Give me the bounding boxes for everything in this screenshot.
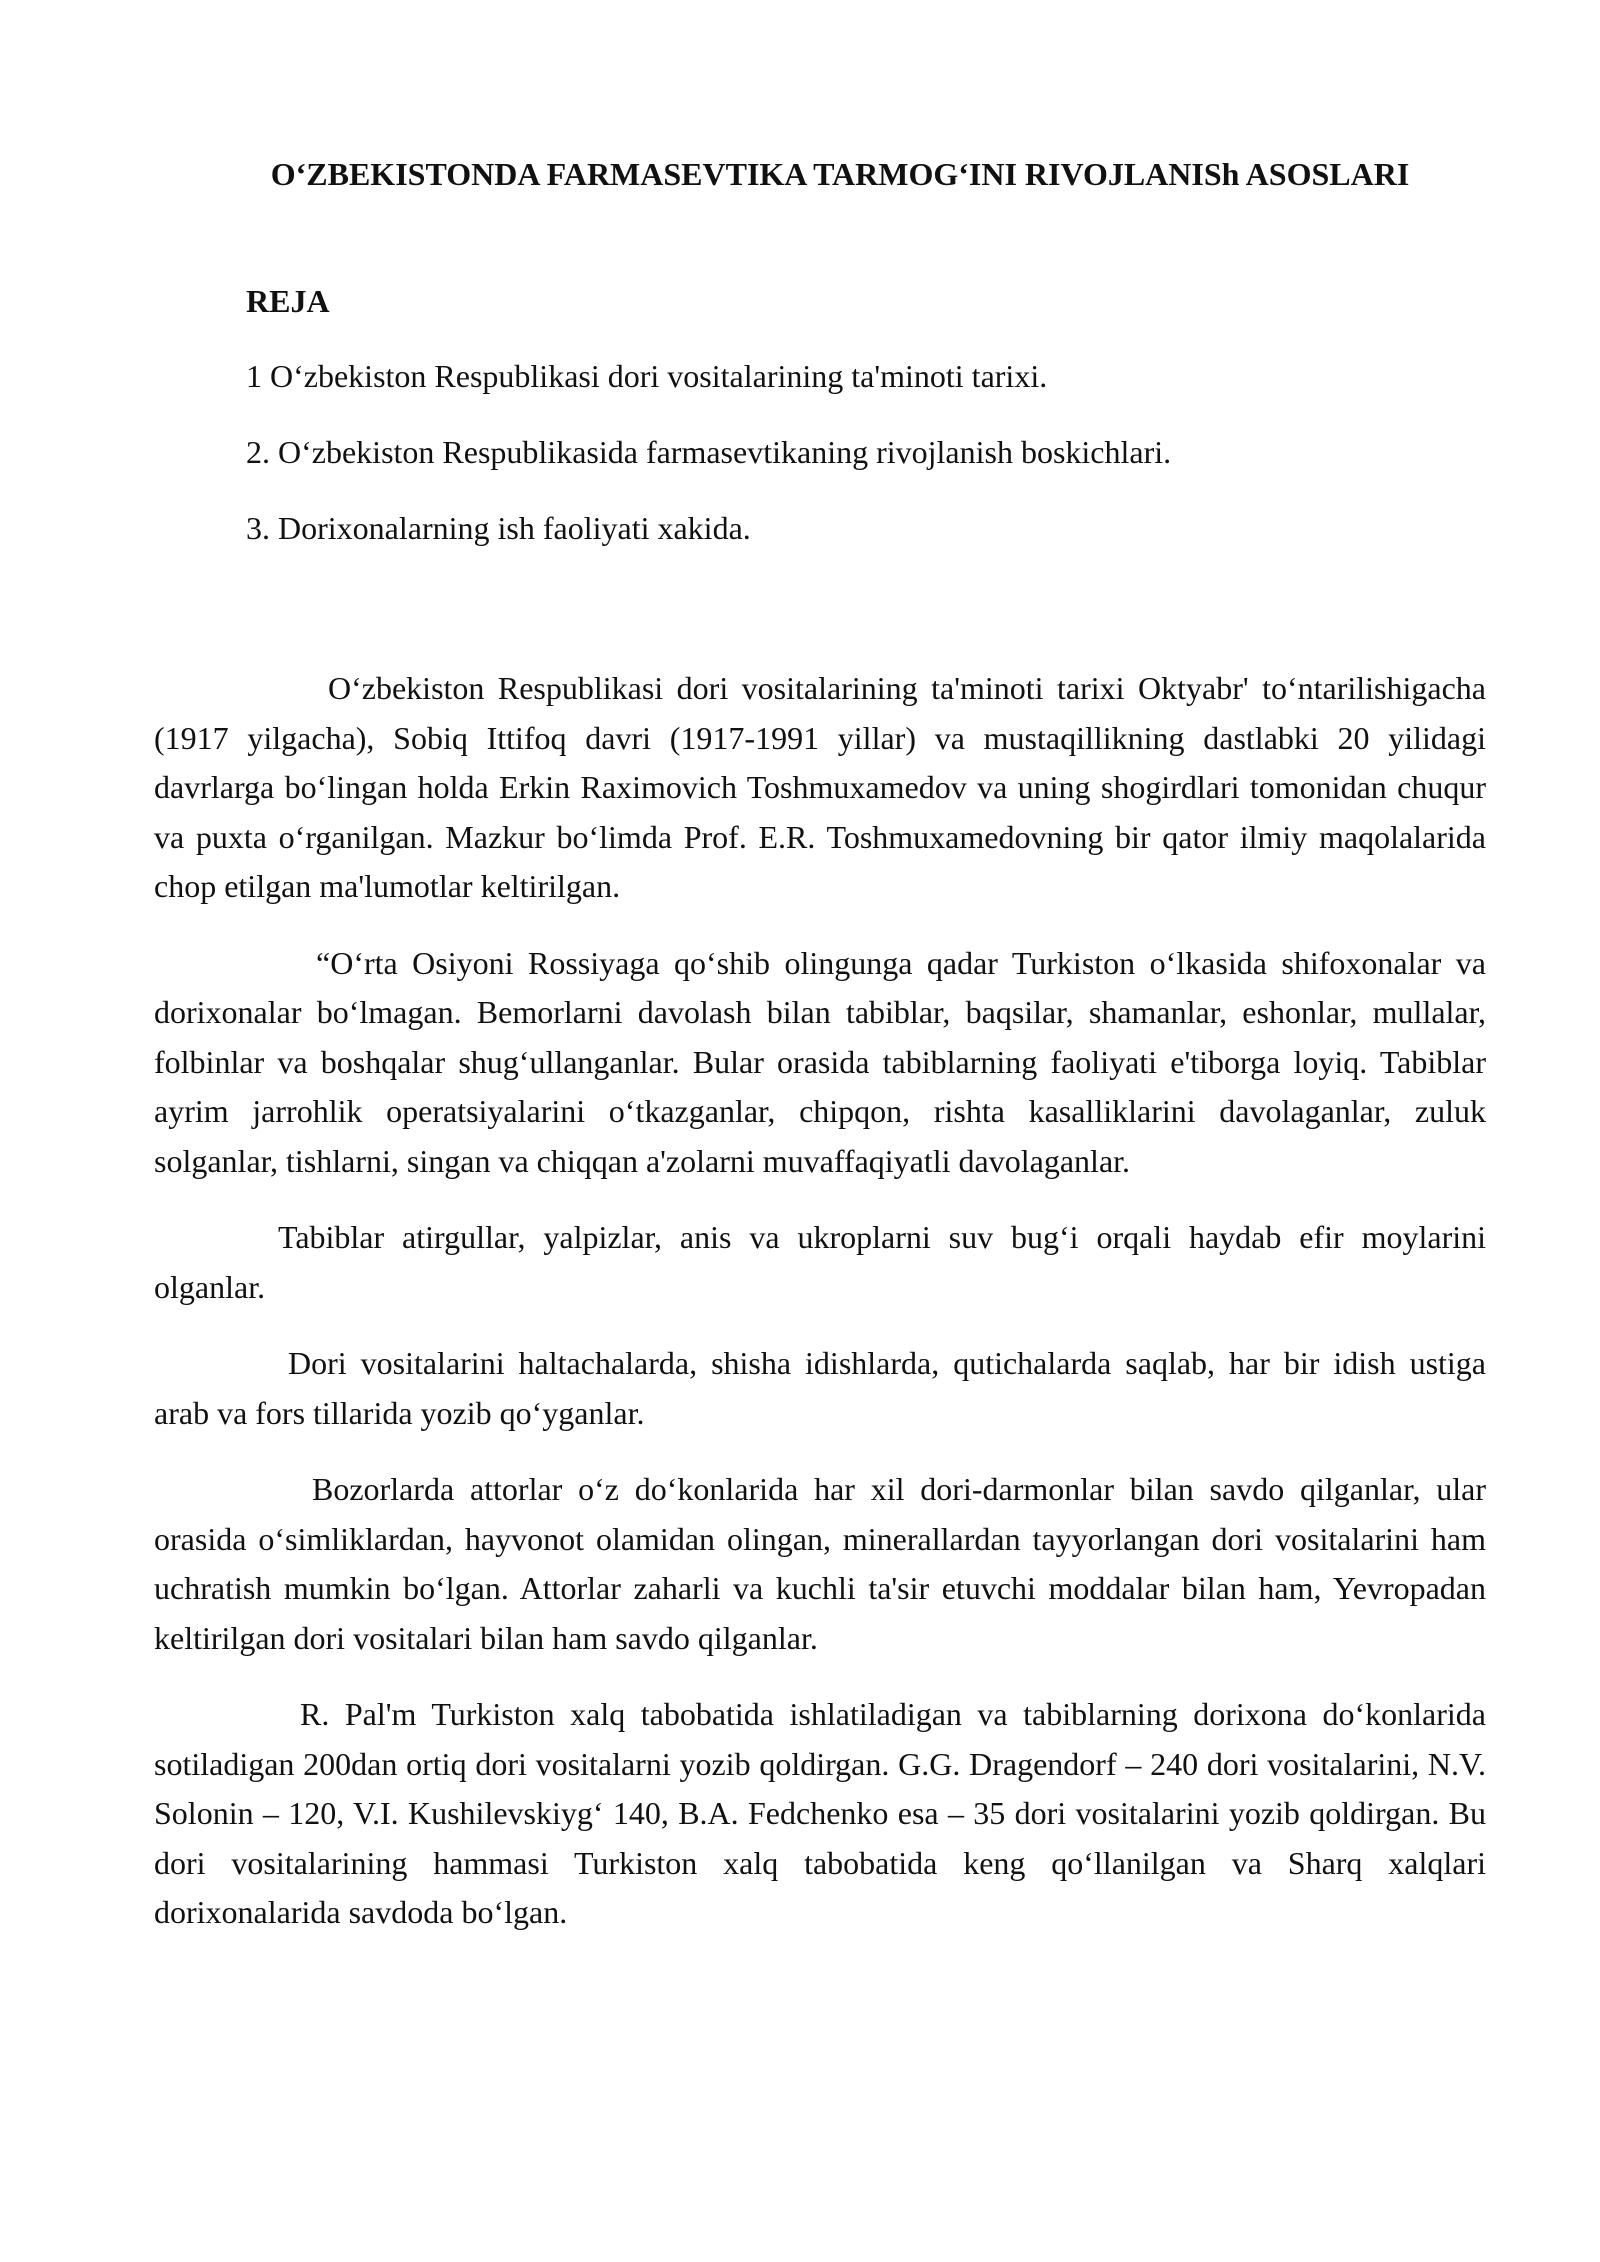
paragraph: Dori vositalarini haltachalarda, shisha idishlarda, qutichalarda saqlab, har bir idish ustiga arab va fors tillarida yozib qo‘yganlar. (154, 1345, 1486, 1431)
paragraph: Bozorlarda attorlar o‘z do‘konlarida har xil dori-darmonlar bilan savdo qilganlar, ular orasida o‘simliklardan, hayvonot olamidan olingan, minerallardan tayyorlangan dori vositalarini ham uchratish mumkin bo‘lgan. Attorlar zaharli va kuchli ta'sir etuvchi moddalar bilan ham, Yevropadan keltirilgan dori vositalari bilan ham savdo qilganlar. (154, 1471, 1486, 1656)
plan-item: 2. O‘zbekiston Respublikasida farmasevtikaning rivojlanish boskichlari. (246, 434, 1172, 470)
paragraph: R. Pal'm Turkiston xalq tabobatida ishlatiladigan va tabiblarning dorixona do‘konlarida sotiladigan 200dan ortiq dori vositalarni yozib qoldirgan. G.G. Dragendorf – 240 dori vositalarini, N.V. Solonin – 120, V.I. Kushilevskiyg‘ 140, B.A. Fedchenko esa – 35 dori vositalarini yozib qoldirgan. Bu dori vositalarining hammasi Turkiston xalq tabobatida keng qo‘llanilgan va Sharq xalqlari dorixonalarida savdoda bo‘lgan. (154, 1696, 1486, 1930)
plan-heading: REJA (246, 283, 330, 319)
document-body (154, 664, 1486, 1965)
paragraph: “O‘rta Osiyoni Rossiyaga qo‘shib olingunga qadar Turkiston o‘lkasida shifoxonalar va dorixonalar bo‘lmagan. Bemorlarni davolash bilan tabiblar, baqsilar, shamanlar, eshonlar, mullalar, folbinlar va boshqalar shug‘ullanganlar. Bular orasida tabiblarning faoliyati e'tiborga loyiq. Tabiblar ayrim jarrohlik operatsiyalarini o‘tkazganlar, chipqon, rishta kasalliklarini davolaganlar, zuluk solganlar, tishlarni, singan va chiqqan a'zolarni muvaffaqiyatli davolaganlar. (154, 944, 1486, 1179)
plan-item: 1 O‘zbekiston Respublikasi dori vositalarining ta'minoti tarixi. (246, 358, 1048, 394)
plan-item: 3. Dorixonalarning ish faoliyati xakida. (246, 510, 751, 546)
paragraph: O‘zbekiston Respublikasi dori vositalarining ta'minoti tarixi Oktyabr' to‘ntarilishigacha (1917 yilgacha), Sobiq Ittifoq davri (1917-1991 yillar) va mustaqillikning dastlabki 20 yilidagi davrlarga bo‘lingan holda Erkin Raximovich Toshmuxamedov va uning shogirdlari tomonidan chuqur va puxta o‘rganilgan. Mazkur bo‘limda Prof. E.R. Toshmuxamedovning bir qator ilmiy maqolalarida chop etilgan ma'lumotlar keltirilgan. (154, 670, 1486, 904)
paragraph: Tabiblar atirgullar, yalpizlar, anis va ukroplarni suv bug‘i orqali haydab efir moylarini olganlar. (154, 1219, 1486, 1305)
plan-list (246, 356, 1171, 584)
document-title: O‘ZBEKISTONDA FARMASEVTIKA TARMOG‘INI RIVOJLANISh ASOSLARI (270, 156, 1410, 192)
